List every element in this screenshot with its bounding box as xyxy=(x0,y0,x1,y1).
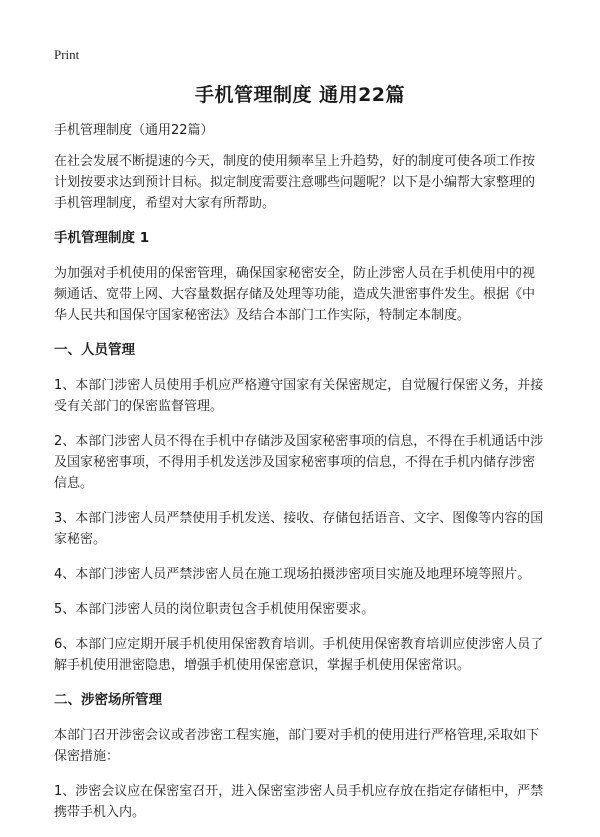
list-item: 3、本部门涉密人员严禁使用手机发送、接收、存储包括语音、文字、图像等内容的国家秘密。 xyxy=(54,511,544,547)
part-heading-personnel: 一、人员管理 xyxy=(54,342,135,358)
section-intro-paragraph: 为加强对手机使用的保密管理，确保国家秘密安全，防止涉密人员在手机使用中的视频通话、宽带上网、大容量数据存储及处理等功能，造成失泄密事件发生。根据《中华人民共和国保守国家秘密法》及结合本部门工作实际，特制定本制度。 xyxy=(54,266,536,323)
page-title: 手机管理制度 通用22篇 xyxy=(194,84,406,106)
intro-paragraph: 在社会发展不断提速的今天，制度的使用频率呈上升趋势，好的制度可使各项工作按计划按要求达到预计目标。拟定制度需要注意哪些问题呢？以下是小编帮大家整理的手机管理制度，希望对大家有所帮助。 xyxy=(54,154,536,211)
list-item: 1、涉密会议应在保密室召开，进入保密室涉密人员手机应存放在指定存储柜中，严禁携带手机入内。 xyxy=(54,784,544,820)
section-heading: 手机管理制度 1 xyxy=(54,230,150,246)
list-item: 2、本部门涉密人员不得在手机中存储涉及国家秘密事项的信息，不得在手机通话中涉及国家秘密事项，不得用手机发送涉及国家秘密事项的信息，不得在手机内储存涉密信息。 xyxy=(54,434,544,491)
document-body xyxy=(54,120,544,837)
list-item: 5、本部门涉密人员的岗位职责包含手机使用保密要求。 xyxy=(54,602,375,617)
part-intro-paragraph: 本部门召开涉密会议或者涉密工程实施，部门要对手机的使用进行严格管理,采取如下保密措施： xyxy=(54,728,540,764)
part-heading-secret-venues: 二、涉密场所管理 xyxy=(54,692,162,708)
list-item: 4、本部门涉密人员严禁涉密人员在施工现场拍摄涉密项目实施及地理环境等照片。 xyxy=(54,567,531,582)
list-item: 6、本部门应定期开展手机使用保密教育培训。手机使用保密教育培训应使涉密人员了解手机使用泄密隐患，增强手机使用保密意识，掌握手机使用保密常识。 xyxy=(54,637,544,673)
document-subtitle: 手机管理制度（通用22篇） xyxy=(54,123,214,138)
list-item: 1、本部门涉密人员使用手机应严格遵守国家有关保密规定，自觉履行保密义务，并接受有关部门的保密监督管理。 xyxy=(54,378,544,414)
print-link[interactable]: Print xyxy=(54,47,80,62)
